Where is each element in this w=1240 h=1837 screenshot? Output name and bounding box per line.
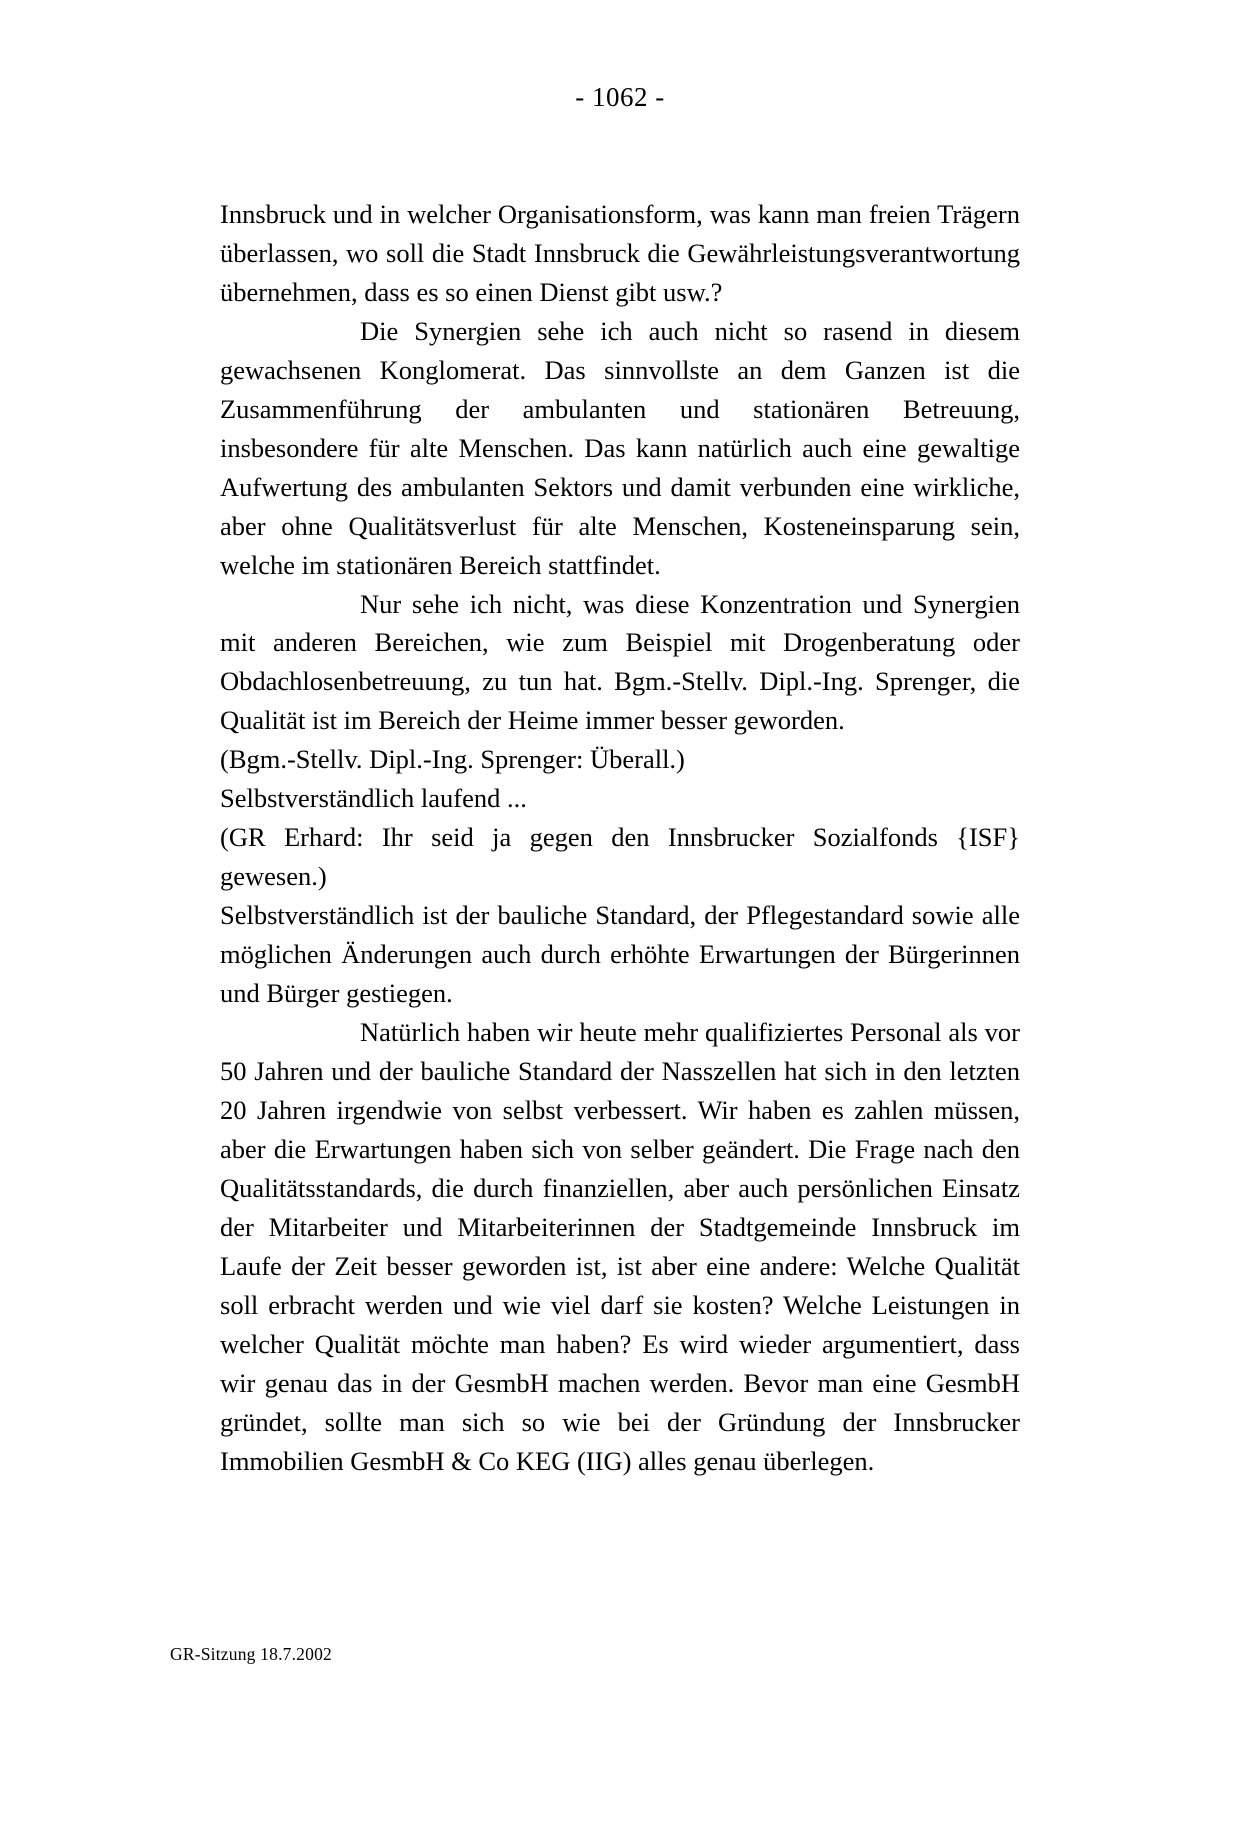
paragraph: Selbstverständlich laufend ...: [220, 783, 527, 814]
paragraph: Natürlich haben wir heute mehr qualifiziertes Personal als vor 50 Jahren und der bauliche Standard der Nasszellen hat sich in den letzten 20 Jahren irgendwie von selbst verbessert. Wir haben es zahlen müssen, aber die Erwartungen haben sich von selber geändert. Die Frage nach den Qualitätsstandards, die durch finanziellen, aber auch persönlichen Einsatz der Mitarbeiter und Mitarbeiterinnen der Stadtgemeinde Innsbruck im Laufe der Zeit besser geworden ist, ist aber eine andere: Welche Qualität soll erbracht werden und wie viel darf sie kosten? Welche Leistungen in welcher Qualität möchte man haben? Es wird wieder argumentiert, dass wir genau das in der GesmbH machen werden. Bevor man eine GesmbH gründet, sollte man sich so wie bei der Gründung der Innsbrucker Immobilien GesmbH & Co KEG (IIG) alles genau überlegen.: [220, 1017, 1020, 1476]
paragraph: Nur sehe ich nicht, was diese Konzentration und Synergien mit anderen Bereichen, wie zum Beispiel mit Drogenberatung oder Obdachlosenbetreuung, zu tun hat. Bgm.-Stellv. Dipl.-Ing. Sprenger, die Qualität ist im Bereich der Heime immer besser geworden.: [220, 588, 1020, 736]
paragraph: Die Synergien sehe ich auch nicht so rasend in diesem gewachsenen Konglomerat. Das sinnvollste an dem Ganzen ist die Zusammenführung der ambulanten und stationären Betreuung, insbesondere für alte Menschen. Das kann natürlich auch eine gewaltige Aufwertung des ambulanten Sektors und damit verbunden eine wirkliche, aber ohne Qualitätsverlust für alte Menschen, Kosteneinsparung sein, welche im stationären Bereich stattfindet.: [220, 315, 1020, 580]
footer-session-label: GR-Sitzung 18.7.2002: [170, 1644, 332, 1664]
paragraph-interjection: (Bgm.-Stellv. Dipl.-Ing. Sprenger: Überall.): [220, 744, 685, 775]
page-number: - 1062 -: [575, 82, 665, 112]
document-body: [220, 195, 1020, 1480]
paragraph: Innsbruck und in welcher Organisationsform, was kann man freien Trägern überlassen, wo soll die Stadt Innsbruck die Gewährleistungsverantwortung übernehmen, dass es so einen Dienst gibt usw.?: [220, 199, 1020, 307]
document-page: [0, 82, 1240, 1837]
paragraph-interjection: (GR Erhard: Ihr seid ja gegen den Innsbrucker Sozialfonds {ISF} gewesen.): [220, 822, 1020, 892]
paragraph: Selbstverständlich ist der bauliche Standard, der Pflegestandard sowie alle möglichen Änderungen auch durch erhöhte Erwartungen der Bürgerinnen und Bürger gestiegen.: [220, 900, 1020, 1009]
